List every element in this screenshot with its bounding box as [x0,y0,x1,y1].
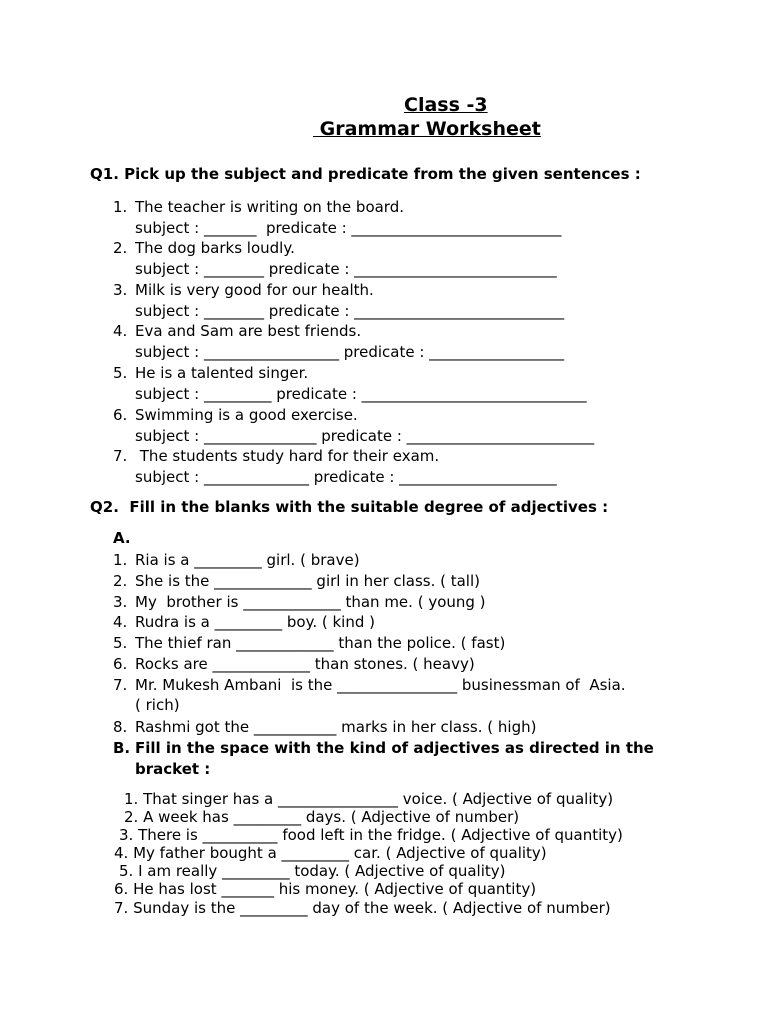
q2a-item-7-number: 7. [113,676,128,694]
q2a-item-3-number: 3. [113,593,128,611]
q2b-item-7: 7. Sunday is the _________ day of the week. ( Adjective of number) [114,899,611,917]
q1-item-6-answer: subject : _______________ predicate : _________________________ [135,427,595,445]
q2a-item-4-number: 4. [113,613,128,631]
q2a-item-7-continuation: ( rich) [135,696,180,714]
q2-part-b-heading-line1: Fill in the space with the kind of adjectives as directed in the [135,739,654,757]
q1-item-5-answer: subject : _________ predicate : ______________________________ [135,385,587,403]
q2a-item-2-number: 2. [113,572,128,590]
q1-item-5-number: 5. [113,364,128,382]
q1-item-2-answer: subject : ________ predicate : ___________________________ [135,260,557,278]
q1-item-1-number: 1. [113,198,128,216]
q1-item-3-sentence: Milk is very good for our health. [135,281,374,299]
q1-heading: Q1. Pick up the subject and predicate from the given sentences : [90,165,641,183]
q1-item-7-sentence: The students study hard for their exam. [135,447,440,465]
q1-item-6-number: 6. [113,406,128,424]
q2a-item-8-text: Rashmi got the ___________ marks in her class. ( high) [135,718,537,736]
q1-item-3-number: 3. [113,281,128,299]
q2-part-a-label: A. [113,529,131,547]
q1-item-2-number: 2. [113,239,128,257]
q2a-item-5-number: 5. [113,634,128,652]
q1-item-1-sentence: The teacher is writing on the board. [135,198,405,216]
q1-item-3-answer: subject : ________ predicate : ____________________________ [135,302,565,320]
q2b-item-6: 6. He has lost _______ his money. ( Adjective of quantity) [114,880,537,898]
q1-item-4-sentence: Eva and Sam are best friends. [135,322,362,340]
q2a-item-5-text: The thief ran _____________ than the police. ( fast) [135,634,506,652]
q1-item-7-answer: subject : ______________ predicate : _____________________ [135,468,557,486]
q1-item-7-number: 7. [113,447,128,465]
q2a-item-3-text: My brother is _____________ than me. ( young ) [135,593,486,611]
q1-item-1-answer: subject : _______ predicate : ____________________________ [135,219,562,237]
q1-item-6-sentence: Swimming is a good exercise. [135,406,358,424]
worksheet-title: Grammar Worksheet [313,118,541,140]
q2b-item-4: 4. My father bought a _________ car. ( Adjective of quality) [114,844,547,862]
q2-heading: Q2. Fill in the blanks with the suitable degree of adjectives : [90,498,609,516]
q2a-item-6-number: 6. [113,655,128,673]
q2a-item-1-number: 1. [113,551,128,569]
q2b-item-1: 1. That singer has a ________________ voice. ( Adjective of quality) [124,790,614,808]
q2a-item-4-text: Rudra is a _________ boy. ( kind ) [135,613,375,631]
q1-item-4-answer: subject : __________________ predicate : __________________ [135,343,565,361]
q2a-item-2-text: She is the _____________ girl in her class. ( tall) [135,572,480,590]
q2a-item-8-number: 8. [113,718,128,736]
q2a-item-1-text: Ria is a _________ girl. ( brave) [135,551,360,569]
q1-item-2-sentence: The dog barks loudly. [135,239,295,257]
q2b-item-2: 2. A week has _________ days. ( Adjective of number) [124,808,520,826]
q2-part-b-label: B. [113,739,131,757]
q2b-item-3: 3. There is __________ food left in the fridge. ( Adjective of quantity) [119,826,623,844]
q2-part-b-heading-line2: bracket : [135,760,211,778]
q1-item-5-sentence: He is a talented singer. [135,364,309,382]
q1-item-4-number: 4. [113,322,128,340]
class-title: Class -3 [404,94,488,116]
q2b-item-5: 5. I am really _________ today. ( Adjective of quality) [119,862,506,880]
q2a-item-6-text: Rocks are _____________ than stones. ( heavy) [135,655,475,673]
q2a-item-7-text: Mr. Mukesh Ambani is the ________________ businessman of Asia. [135,676,626,694]
